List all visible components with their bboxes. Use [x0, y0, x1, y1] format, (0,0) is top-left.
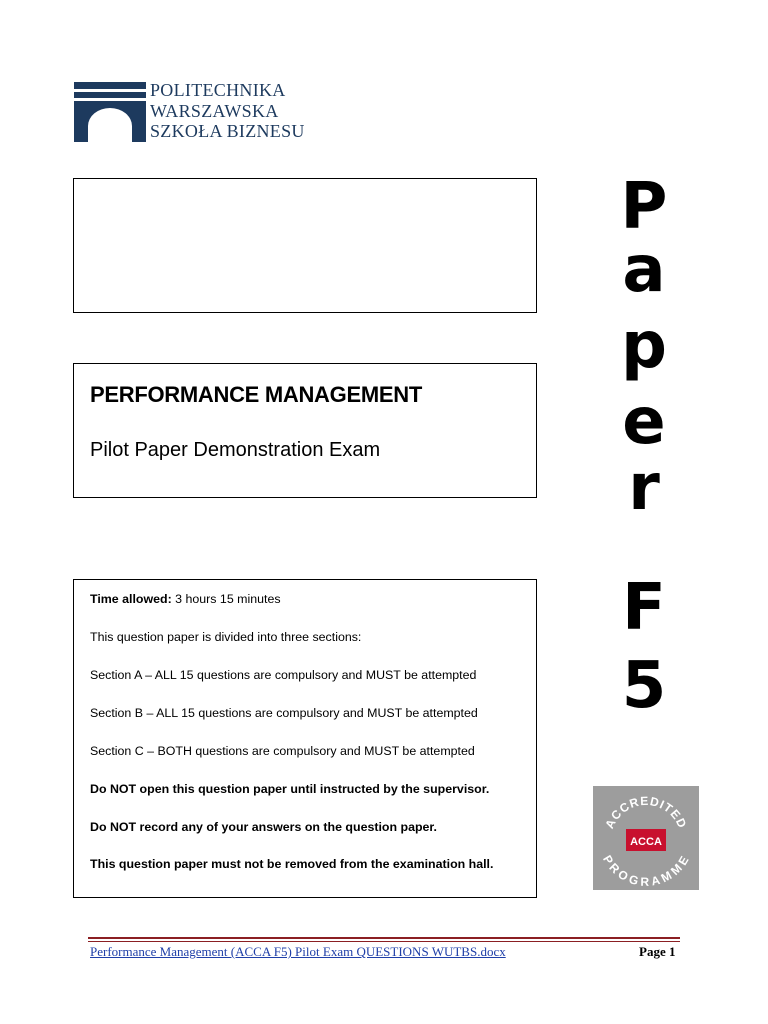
section-c-line: Section C – BOTH questions are compulsory and MUST be attempted [90, 744, 475, 758]
blank-box [73, 178, 537, 313]
acca-accredited-badge [593, 786, 699, 890]
time-label: Time allowed: [90, 592, 172, 606]
svg-text:ACCREDITED [602, 794, 689, 831]
paper-letter: P [620, 170, 668, 244]
paper-code-letter: F [622, 571, 666, 645]
paper-letter: p [621, 309, 667, 383]
school-logo [74, 80, 324, 146]
logo-line: WARSZAWSKA [150, 100, 279, 121]
badge-bottom-arc: PROGRAMME [599, 852, 693, 889]
notice-open: Do NOT open this question paper until instructed by the supervisor. [90, 782, 490, 796]
bridge-arch-icon [74, 82, 146, 142]
footer-rule [88, 941, 680, 942]
time-allowed [90, 592, 281, 606]
logo-text [150, 80, 305, 142]
footer-filename-link[interactable]: Performance Management (ACCA F5) Pilot Exam QUESTIONS WUTBS.docx [90, 944, 506, 959]
footer-page-number: Page 1 [639, 944, 676, 959]
paper-letter: a [622, 233, 666, 307]
section-a-line: Section A – ALL 15 questions are compulsory and MUST be attempted [90, 668, 477, 682]
logo-line: SZKOŁA BIZNESU [150, 121, 305, 141]
sections-intro: This question paper is divided into three sections: [90, 630, 362, 644]
notice-record: Do NOT record any of your answers on the question paper. [90, 820, 437, 834]
section-b-line: Section B – ALL 15 questions are compulsory and MUST be attempted [90, 706, 478, 720]
acca-accredited-seal-icon [593, 786, 699, 890]
footer-rule [88, 937, 680, 939]
svg-text:PROGRAMME [600, 853, 692, 889]
logo-line: POLITECHNIKA [150, 80, 286, 100]
paper-code-letter: 5 [621, 649, 667, 723]
exam-subtitle: Pilot Paper Demonstration Exam [90, 439, 381, 461]
instructions-box [73, 579, 537, 898]
paper-letter: r [628, 451, 660, 525]
exam-title: PERFORMANCE MANAGEMENT [90, 382, 422, 407]
paper-letter: e [622, 385, 666, 459]
badge-top-arc: ACCREDITED [602, 793, 690, 831]
time-value: 3 hours 15 minutes [171, 592, 281, 606]
badge-center-text: ACCA [630, 836, 662, 848]
title-box [73, 363, 537, 498]
notice-remove: This question paper must not be removed from the examination hall. [90, 857, 494, 871]
